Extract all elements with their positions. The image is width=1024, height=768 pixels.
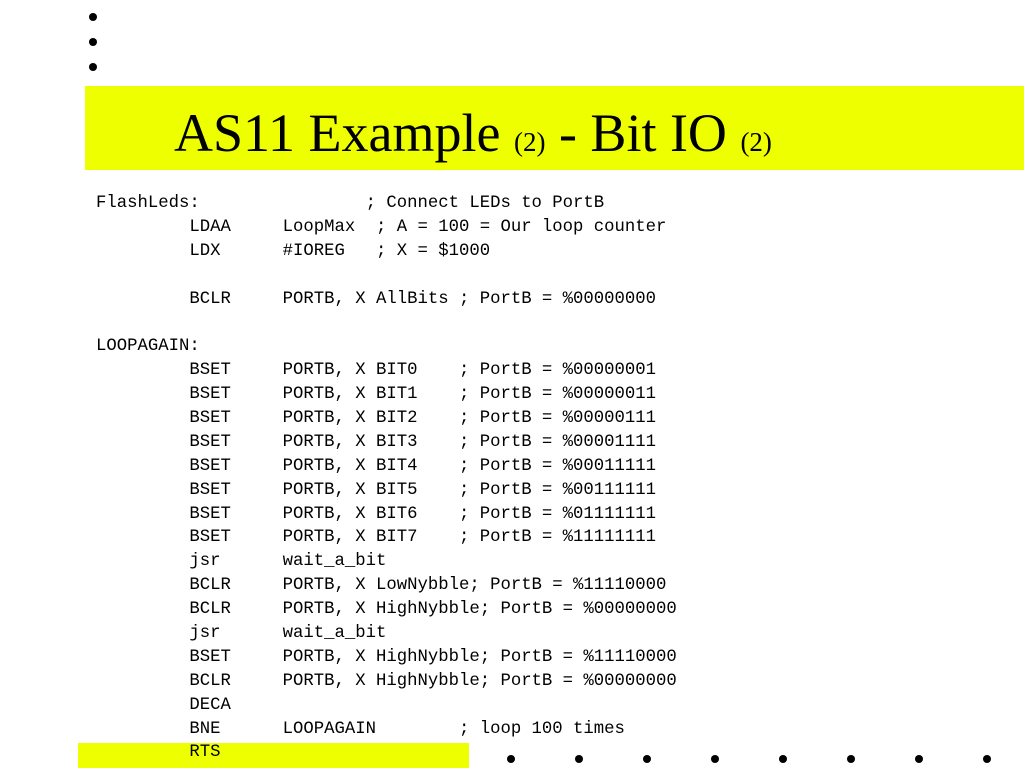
code-line: BCLR PORTB, X LowNybble; PortB = %11110000	[96, 576, 667, 596]
code-line: RTS	[96, 743, 221, 763]
code-line: BCLR PORTB, X AllBits ; PortB = %00000000	[96, 289, 657, 309]
code-line: BSET PORTB, X BIT2 ; PortB = %00000111	[96, 409, 657, 429]
code-line: FlashLeds: ; Connect LEDs to PortB	[96, 194, 605, 213]
code-line: BSET PORTB, X BIT4 ; PortB = %00011111	[96, 456, 657, 476]
code-line: BNE LOOPAGAIN ; loop 100 times	[96, 719, 625, 739]
slide-title	[174, 98, 772, 177]
code-line: jsr wait_a_bit	[96, 552, 387, 572]
code-line: BCLR PORTB, X HighNybble; PortB = %00000000	[96, 600, 677, 620]
code-line: BSET PORTB, X BIT3 ; PortB = %00001111	[96, 432, 657, 452]
code-line: BSET PORTB, X BIT5 ; PortB = %00111111	[96, 480, 657, 500]
code-line: BCLR PORTB, X HighNybble; PortB = %00000000	[96, 671, 677, 691]
code-line: BSET PORTB, X BIT6 ; PortB = %01111111	[96, 504, 657, 524]
code-line	[96, 311, 677, 335]
code-line: LDX #IOREG ; X = $1000	[96, 241, 491, 261]
bullet-dot-1	[89, 13, 97, 21]
bullet-dot-6	[643, 755, 651, 763]
title-part-number-2: (2)	[740, 127, 772, 157]
title-subject: - Bit IO	[545, 103, 741, 163]
bullet-dot-9	[847, 755, 855, 763]
bullet-dot-2	[89, 38, 97, 46]
code-line	[96, 264, 677, 288]
bullet-dot-4	[507, 755, 515, 763]
code-line: BSET PORTB, X BIT7 ; PortB = %11111111	[96, 528, 657, 548]
code-listing	[96, 192, 677, 765]
bullet-dot-7	[711, 755, 719, 763]
code-line: BSET PORTB, X BIT0 ; PortB = %00000001	[96, 361, 657, 381]
bullet-dot-10	[915, 755, 923, 763]
bullet-dot-11	[983, 755, 991, 763]
title-main: AS11 Example	[174, 103, 514, 163]
bullet-dot-3	[89, 63, 97, 71]
code-line: BSET PORTB, X HighNybble; PortB = %11110000	[96, 647, 677, 667]
code-line: LOOPAGAIN:	[96, 337, 200, 357]
bullet-dot-5	[575, 755, 583, 763]
code-line: LDAA LoopMax ; A = 100 = Our loop counter	[96, 217, 667, 237]
title-part-number-1: (2)	[513, 127, 546, 157]
code-line: DECA	[96, 695, 231, 715]
code-line: jsr wait_a_bit	[96, 624, 387, 644]
code-line: BSET PORTB, X BIT1 ; PortB = %00000011	[96, 385, 657, 405]
bullet-dot-8	[779, 755, 787, 763]
